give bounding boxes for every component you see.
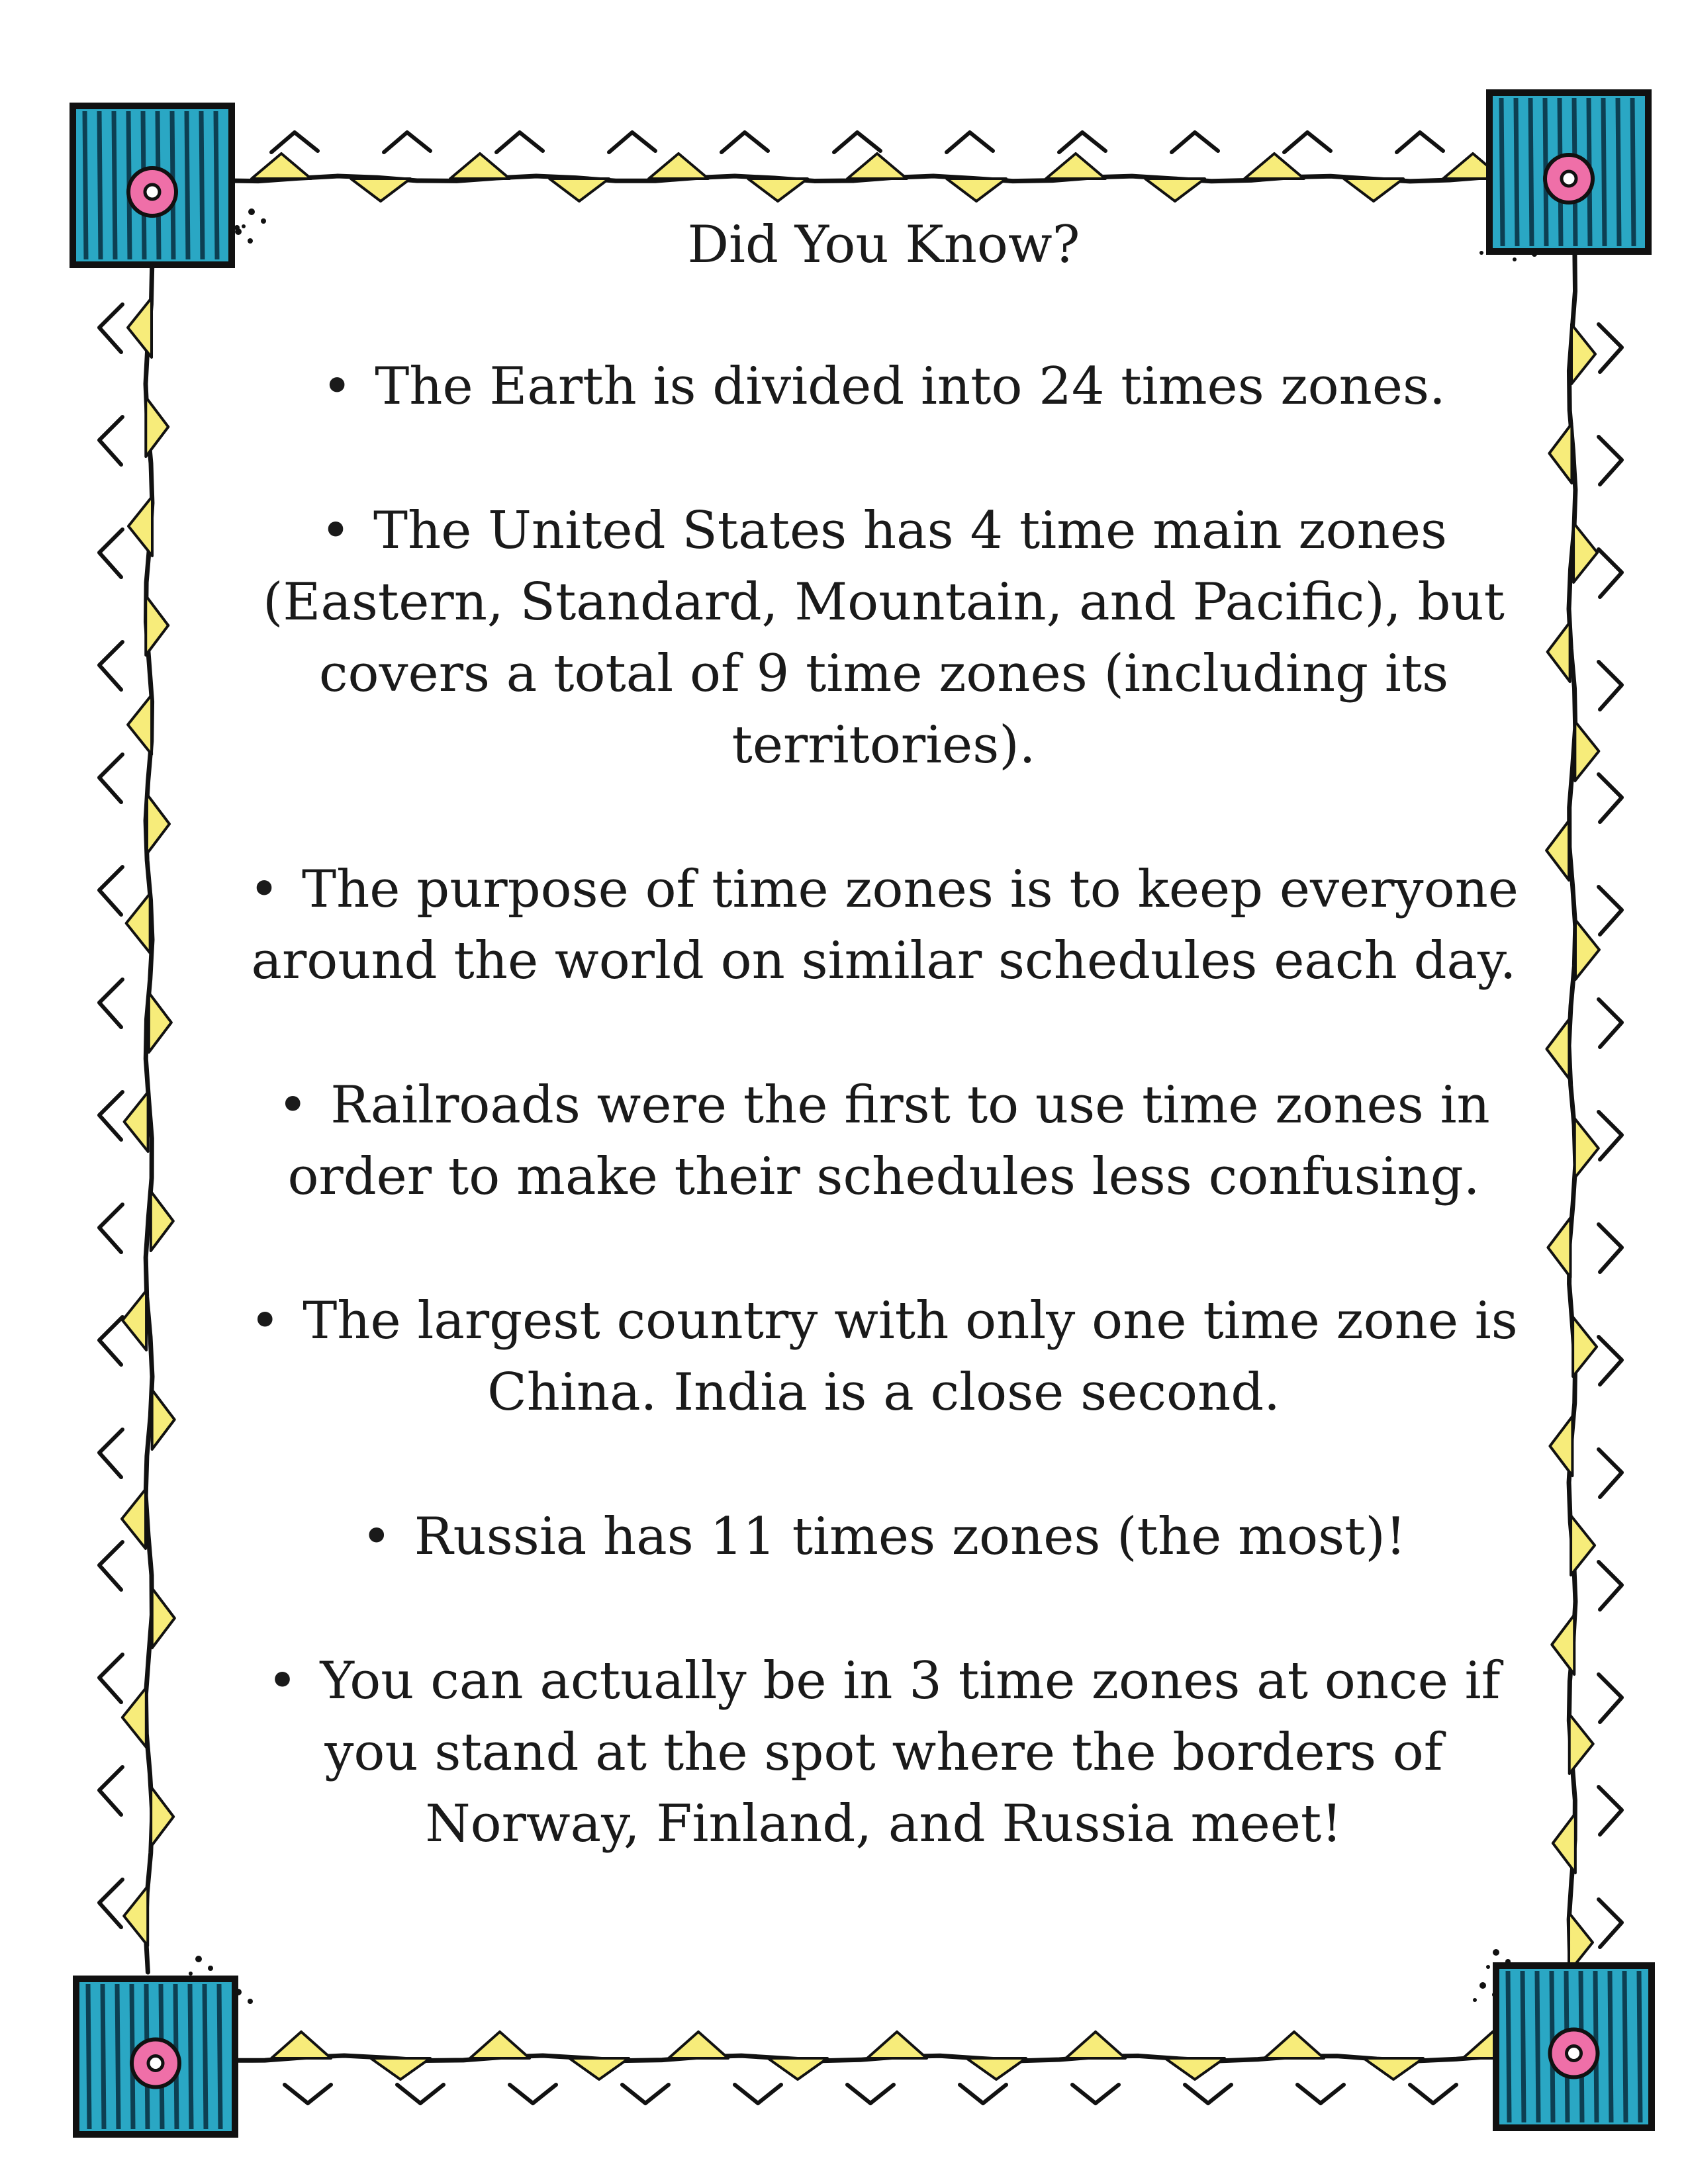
bullet-icon: •	[250, 1291, 281, 1351]
bullet-icon: •	[249, 860, 280, 919]
page-title: Did You Know?	[687, 215, 1080, 275]
list-item	[225, 854, 1542, 997]
bullet-icon: •	[320, 501, 351, 561]
bullet-icon: •	[277, 1075, 308, 1135]
list-item	[225, 495, 1542, 781]
page-content	[225, 199, 1542, 1959]
fact-text: Russia has 11 times zones (the most)!	[414, 1507, 1407, 1567]
list-item	[225, 1285, 1542, 1428]
list-item	[225, 351, 1542, 422]
fact-text: The Earth is divided into 24 times zones.	[375, 357, 1446, 416]
fact-text: The United States has 4 time main zones (Eastern, Standard, Mountain, and Pacific), but covers a total of 9 time zones (including its territories).	[263, 501, 1505, 775]
list-item	[225, 1069, 1542, 1212]
fact-text: You can actually be in 3 time zones at once if you stand at the spot where the borders of Norway, Finland, and Russia meet!	[320, 1651, 1501, 1854]
fact-text: Railroads were the first to use time zones in order to make their schedules less confusing.	[287, 1075, 1490, 1206]
bullet-icon: •	[267, 1651, 298, 1711]
facts-list	[225, 351, 1542, 1860]
corner-bottom-right-icon	[1496, 1966, 1652, 2128]
list-item	[225, 1501, 1542, 1572]
list-item	[225, 1645, 1542, 1860]
bullet-icon: •	[361, 1507, 392, 1567]
fact-text: The largest country with only one time zone is China. India is a close second.	[303, 1291, 1518, 1422]
corner-top-left-icon	[73, 106, 232, 265]
corner-bottom-left-icon	[76, 1979, 235, 2134]
bullet-icon: •	[322, 357, 353, 416]
fact-text: The purpose of time zones is to keep everyone around the world on similar schedules each day.	[251, 860, 1519, 991]
